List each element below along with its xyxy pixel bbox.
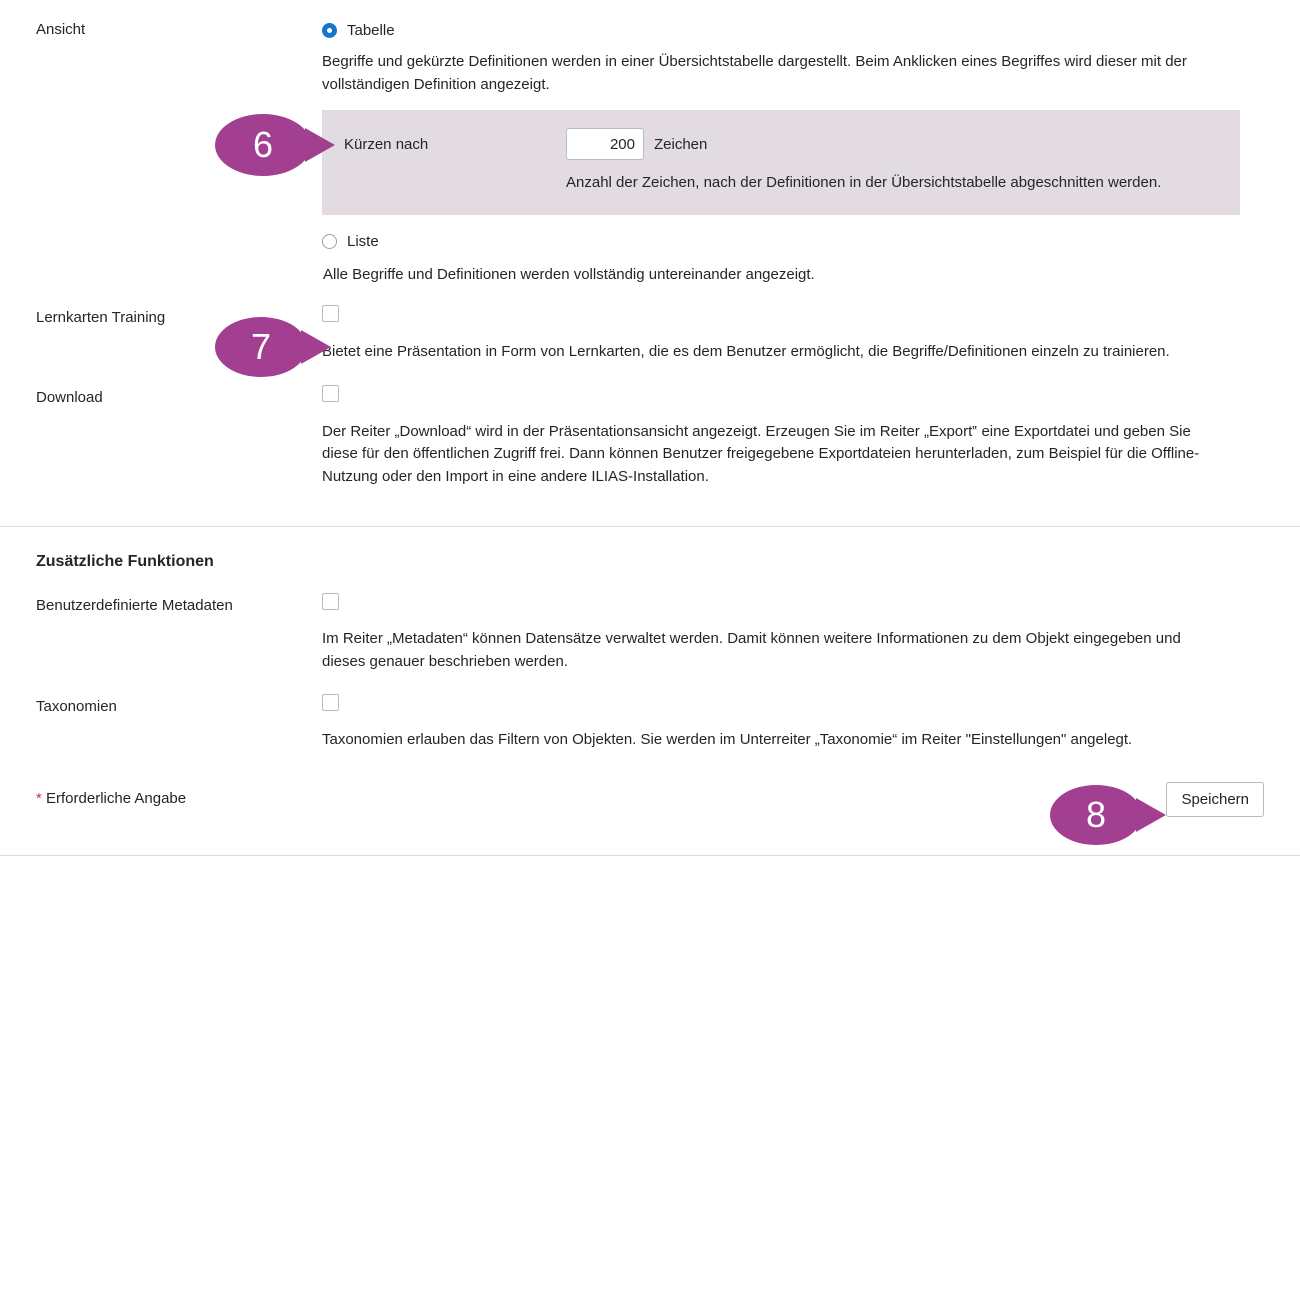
subpanel-kuerzen [322, 110, 1240, 215]
subpanel-row [344, 128, 1218, 195]
subpanel-field [566, 128, 1218, 195]
row-label-ansicht: Ansicht [36, 21, 86, 38]
section-divider [0, 526, 1300, 527]
metadaten-checkbox[interactable] [322, 593, 339, 610]
row-field-ansicht [322, 19, 1300, 286]
subpanel-label-kuerzen-nach: Kürzen nach [344, 136, 429, 153]
form-row-taxonomien [0, 673, 1300, 752]
taxonomien-checkbox[interactable] [322, 694, 339, 711]
desc-lernkarten: Bietet eine Präsentation in Form von Lernkarten, die es dem Benutzer ermöglicht, die Begriffe/Definitionen einzeln zu trainieren. [322, 343, 1170, 360]
kuerzen-nach-input[interactable] [566, 128, 644, 160]
form-row-metadaten [0, 571, 1300, 673]
row-label-download: Download [36, 388, 103, 406]
required-note-label: Erforderliche Angabe [46, 790, 187, 808]
desc-metadaten: Im Reiter „Metadaten“ können Datensätze verwaltet werden. Damit können weitere Informationen zu dem Objekt eingegeben und dieses genauer beschrieben werden. [322, 630, 1181, 670]
radio-liste-label: Liste [347, 233, 379, 250]
radio-tabelle-label: Tabelle [347, 21, 395, 39]
desc-liste: Alle Begriffe und Definitionen werden vollständig untereinander angezeigt. [323, 265, 815, 283]
row-label-metadaten: Benutzerdefinierte Metadaten [36, 597, 233, 614]
row-field-download [322, 385, 1300, 489]
download-checkbox[interactable] [322, 385, 339, 402]
desc-taxonomien: Taxonomien erlauben das Filtern von Objekten. Sie werden im Unterreiter „Taxonomie“ im Reiter "Einstellungen" angelegt. [322, 731, 1133, 748]
footer-actions [1166, 782, 1300, 817]
form-row-ansicht [0, 0, 1300, 286]
desc-tabelle: Begriffe und gekürzte Definitionen werden in einer Übersichtstabelle dargestellt. Beim Anklicken eines Begriffes wird dieser mit der vollständigen Definition angezeigt. [322, 53, 1187, 93]
section-title-zusaetzliche-funktionen: Zusätzliche Funktionen [36, 553, 214, 570]
form-footer [0, 752, 1300, 817]
bottom-divider [0, 855, 1300, 856]
radio-option-tabelle[interactable] [322, 19, 1276, 41]
radio-liste-icon[interactable] [322, 234, 337, 249]
kuerzen-description: Anzahl der Zeichen, nach der Definitionen in der Übersichtstabelle abgeschnitten werden. [566, 174, 1162, 191]
callout-7-number: 7 [215, 317, 307, 377]
row-label-lernkarten: Lernkarten Training [36, 309, 166, 326]
form-row-lernkarten [0, 286, 1300, 364]
row-label-taxonomien: Taxonomien [36, 698, 117, 715]
row-field-lernkarten [322, 305, 1300, 364]
callout-6-number: 6 [215, 114, 311, 176]
desc-download: Der Reiter „Download“ wird in der Präsentationsansicht angezeigt. Erzeugen Sie im Reiter „Export‟ eine Exportdatei und geben Sie diese für den öffentlichen Zugriff frei. Dann können Benutzer freigegebene Exportdateien herunterladen, zum Beispiel für die Offline-Nutzung oder den Import in eine andere ILIAS-Installation. [322, 422, 1200, 485]
row-field-metadaten [322, 593, 1300, 673]
radio-option-liste[interactable] [322, 231, 1276, 253]
kuerzen-unit-label: Zeichen [654, 135, 708, 153]
kuerzen-input-line [566, 128, 1218, 160]
radio-tabelle-icon[interactable] [322, 23, 337, 38]
lernkarten-checkbox[interactable] [322, 305, 339, 322]
callout-8-number: 8 [1050, 785, 1142, 845]
row-field-taxonomien [322, 694, 1300, 752]
form-row-download [0, 364, 1300, 489]
save-button[interactable]: Speichern [1166, 782, 1264, 817]
required-note [0, 788, 1166, 810]
required-star: * [36, 790, 42, 808]
